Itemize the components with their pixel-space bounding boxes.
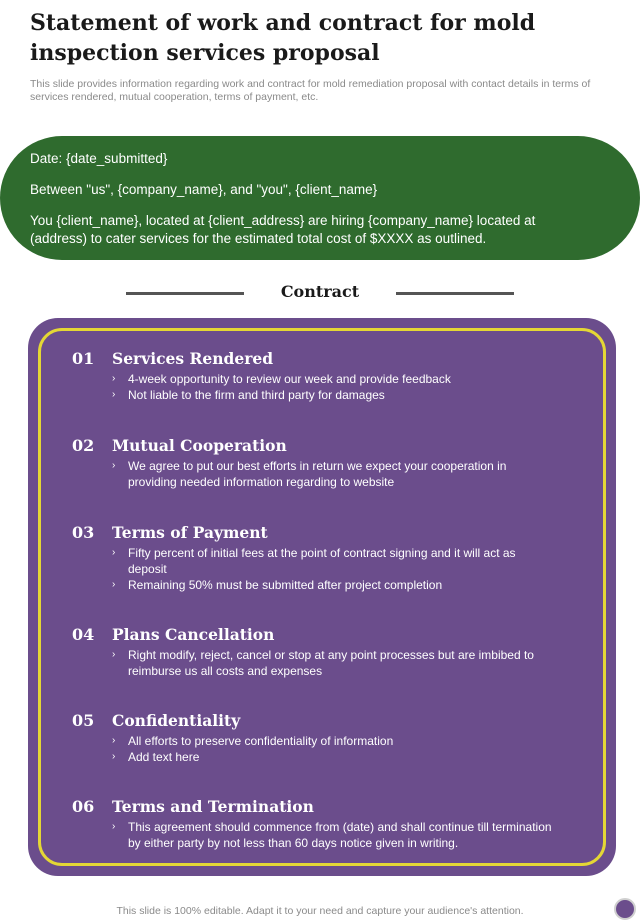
bullet-item: › Right modify, reject, cancel or stop at any point processes but are imbibed to reimburse us all costs and expenses — [112, 648, 534, 678]
bullet-item: › All efforts to preserve confidentiality of information — [112, 734, 394, 748]
footer-note: This slide is 100% editable. Adapt it to your need and capture your audience's attention. — [116, 905, 524, 917]
chevron-right-icon: › — [112, 579, 116, 590]
section-title: Terms of Payment — [112, 523, 268, 542]
date-line: Date: {date_submitted} — [30, 151, 168, 166]
section-number: 02 — [72, 436, 95, 455]
bullet-item: › 4-week opportunity to review our week and provide feedback — [112, 372, 451, 386]
bullet-item: › This agreement should commence from (date) and shall continue till termination by either party by not less than 60 days notice given in writing. — [112, 820, 552, 850]
section-number: 06 — [72, 797, 95, 816]
between-line: Between "us", {company_name}, and "you", {client_name} — [30, 182, 378, 197]
bullet-item: › Not liable to the firm and third party for damages — [112, 388, 385, 402]
chevron-right-icon: › — [112, 735, 116, 746]
section-number: 04 — [72, 625, 95, 644]
corner-badge — [614, 898, 636, 920]
section-number: 05 — [72, 711, 95, 730]
chevron-right-icon: › — [112, 373, 116, 384]
chevron-right-icon: › — [112, 460, 116, 471]
section-number: 01 — [72, 349, 95, 368]
section-bullets — [112, 545, 552, 593]
page-title: Statement of work and contract for mold inspection services proposal — [30, 10, 536, 66]
section-bullets — [112, 458, 552, 490]
chevron-right-icon: › — [112, 649, 116, 660]
chevron-right-icon: › — [112, 389, 116, 400]
section-bullets — [112, 819, 552, 851]
page-subtitle: This slide provides information regarding work and contract for mold remediation proposal with contact details in terms of services rendered, mutual cooperation, terms of payment, etc. — [30, 78, 591, 103]
bullet-item: › We agree to put our best efforts in return we expect your cooperation in providing needed information regarding to website — [112, 459, 507, 489]
chevron-right-icon: › — [112, 751, 116, 762]
section-bullets — [112, 371, 552, 403]
section-number: 03 — [72, 523, 95, 542]
bullet-item: › Add text here — [112, 750, 200, 764]
section-title: Services Rendered — [112, 349, 274, 368]
intro-panel — [0, 136, 640, 260]
section-bullets — [112, 647, 552, 679]
divider-line-right — [396, 292, 514, 295]
section-title: Terms and Termination — [112, 797, 314, 816]
bullet-item: › Fifty percent of initial fees at the point of contract signing and it will act as deposit — [112, 546, 516, 576]
contract-heading: Contract — [280, 282, 360, 301]
section-title: Mutual Cooperation — [112, 436, 287, 455]
bullet-item: › Remaining 50% must be submitted after project completion — [112, 578, 443, 592]
section-title: Plans Cancellation — [112, 625, 275, 644]
chevron-right-icon: › — [112, 547, 116, 558]
divider-line-left — [126, 292, 244, 295]
hiring-line: You {client_name}, located at {client_address} are hiring {company_name} located at (address) to cater services for the estimated total cost of $XXXX as outlined. — [30, 213, 536, 246]
section-title: Confidentiality — [112, 711, 241, 730]
contract-divider — [0, 282, 640, 306]
chevron-right-icon: › — [112, 821, 116, 832]
contract-card-frame — [38, 328, 606, 866]
section-bullets — [112, 733, 552, 765]
